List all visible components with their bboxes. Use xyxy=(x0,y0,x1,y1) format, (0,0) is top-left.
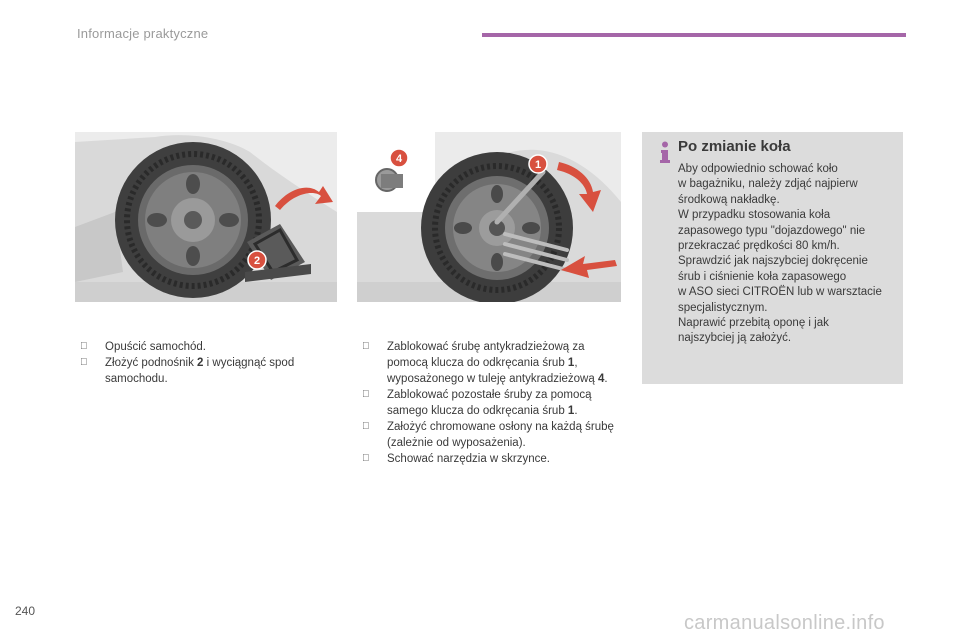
step-text: i wyciągnąć spod samochodu. xyxy=(105,357,295,385)
watermark: carmanualsonline.info xyxy=(684,612,885,634)
info-line: Sprawdzić jak najszybciej dokręcenie xyxy=(678,255,868,268)
step-reference-number: 1 xyxy=(567,405,575,417)
step-text: , wyposażonego w tuleję antykradzieżową xyxy=(387,357,598,385)
step-text: Złożyć podnośnik xyxy=(105,357,198,369)
list-item xyxy=(362,451,624,467)
step-reference-number: 2 xyxy=(197,357,204,369)
list-item xyxy=(362,339,624,387)
bolts-illustration-svg xyxy=(357,132,621,302)
bullet-icon xyxy=(80,339,88,355)
info-line: Naprawić przebitą oponę i jak xyxy=(678,317,829,330)
bullet-icon xyxy=(362,339,370,355)
header-accent-bar xyxy=(482,33,906,37)
page-number: 240 xyxy=(15,604,36,618)
bullet-icon xyxy=(80,355,88,371)
step-text: Schować narzędzia w skrzynce. xyxy=(387,453,550,465)
step-text: . xyxy=(604,373,608,385)
info-title: Po zmianie koła xyxy=(678,138,791,155)
callout-label: 2 xyxy=(253,255,261,267)
step-text: Zablokować śrubę antykradzieżową za pomocą klucza do odkręcania śrub xyxy=(387,341,585,369)
info-line: przekraczać prędkości 80 km/h. xyxy=(678,240,840,253)
info-line: najszybciej ją założyć. xyxy=(678,332,792,345)
info-line: Aby odpowiednio schować koło xyxy=(678,163,838,175)
steps-list-right xyxy=(362,339,624,467)
step-reference-number: 4 xyxy=(597,373,605,385)
info-line: w bagażniku, należy zdjąć najpierw xyxy=(678,178,858,191)
jack-illustration-svg xyxy=(75,132,337,302)
bullet-icon xyxy=(362,419,370,435)
step-text: Opuścić samochód. xyxy=(105,341,206,353)
list-item xyxy=(80,355,320,387)
illustration-jack-removal xyxy=(75,132,337,302)
list-item xyxy=(362,419,624,451)
step-text: Zablokować pozostałe śruby za pomocą samego klucza do odkręcania śrub xyxy=(387,389,592,417)
info-text xyxy=(678,162,900,347)
steps-list-left xyxy=(80,339,320,387)
list-item xyxy=(80,339,320,355)
info-line: specjalistycznym. xyxy=(678,301,768,314)
info-line: śrub i ciśnienie koła zapasowego xyxy=(678,270,847,283)
step-reference-number: 1 xyxy=(567,357,575,369)
bullet-icon xyxy=(362,387,370,403)
list-item xyxy=(362,387,624,419)
callout-label: 1 xyxy=(534,159,542,171)
step-text: Założyć chromowane osłony na każdą śrubę (zależnie od wyposażenia). xyxy=(387,421,614,449)
callout-label: 4 xyxy=(395,153,403,165)
info-line: W przypadku stosowania koła xyxy=(678,209,831,222)
step-text: . xyxy=(574,405,578,417)
info-line: środkową nakładkę. xyxy=(678,193,780,206)
bullet-icon xyxy=(362,451,370,467)
info-line: w ASO sieci CITROËN lub w warsztacie xyxy=(678,286,882,299)
info-icon xyxy=(658,141,672,163)
section-title: Informacje praktyczne xyxy=(77,26,209,41)
info-line: zapasowego typu "dojazdowego" nie xyxy=(678,224,866,237)
illustration-wheel-bolts xyxy=(357,132,621,302)
info-box xyxy=(642,132,903,384)
